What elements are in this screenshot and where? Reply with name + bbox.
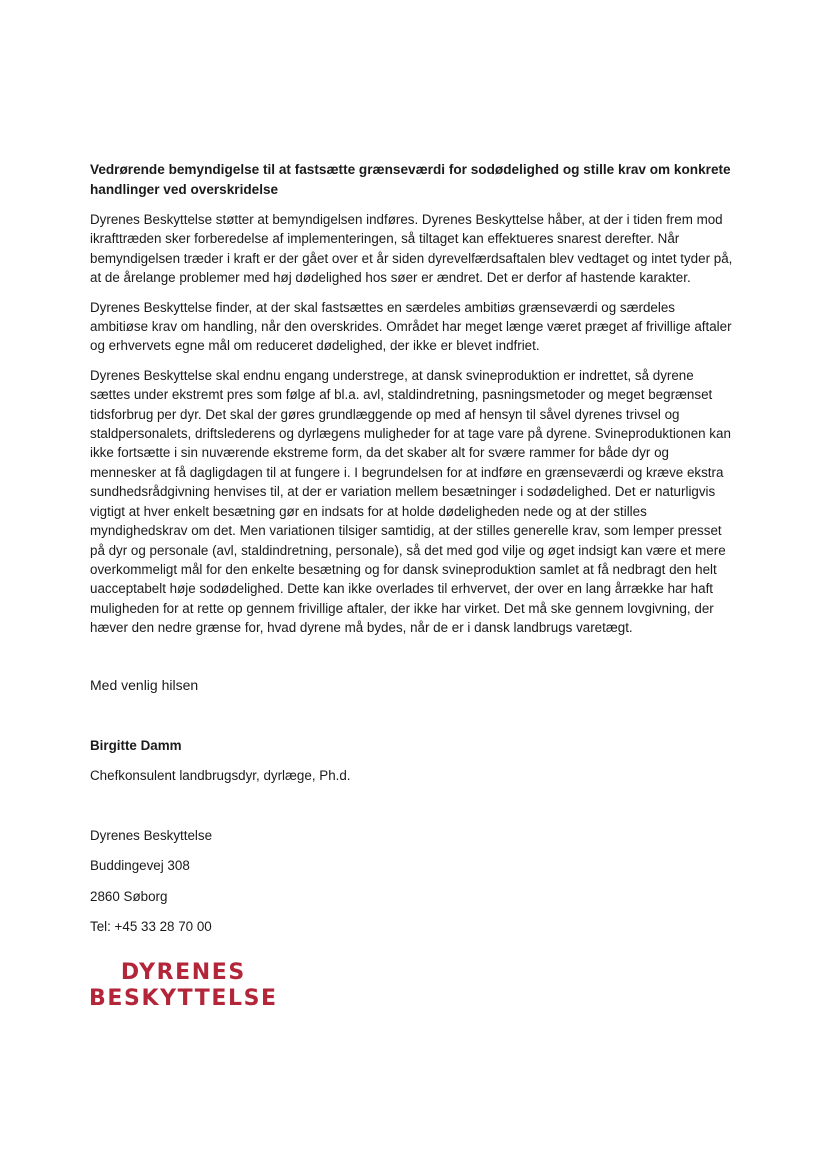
logo-line-1: DYRENES [120, 960, 246, 985]
signer-name: Birgitte Damm [90, 738, 182, 753]
letter-heading: Vedrørende bemyndigelse til at fastsætte grænseværdi for sodødelighed og stille krav om konkrete handlinger ved overskridelse [90, 162, 731, 197]
paragraph: Dyrenes Beskyttelse støtter at bemyndigelsen indføres. Dyrenes Beskyttelse håber, at der i tiden frem mod ikrafttræden sker forberedelse af implementeringen, så tiltaget kan effektueres snarest derefter. Når bemyndigelsen træder i kraft er der gået over et år siden dyrevelfærdsaftalen blev vedtaget og intet tyder på, at de årelange problemer med høj dødelighed hos søer er ændret. Det er derfor af hastende karakter. [90, 212, 733, 286]
city-address: 2860 Søborg [90, 889, 168, 904]
closing-greeting: Med venlig hilsen [90, 677, 199, 693]
organization-name: Dyrenes Beskyttelse [90, 828, 213, 843]
paragraph: Dyrenes Beskyttelse skal endnu engang understrege, at dansk svineproduktion er indrettet, så dyrene sættes under ekstremt pres som følge af bl.a. avl, staldindretning, pasningsmetoder og meget begrænset tidsforbrug per dyr. Det skal der gøres grundlæggende op med af hensyn til såvel dyrenes trivsel og staldpersonalets, driftslederens og dyrlægens muligheder for at tage vare på dyrene. Svineproduktionen kan ikke fortsætte i sin nuværende ekstreme form, da det skaber alt for svære rammer for både dyr og mennesker at få dagligdagen til at fungere i. I begrundelsen for at indføre en grænseværdi og kræve ekstra sundhedsrådgivning henvises til, at der er variation mellem besætninger i sodødelighed. Det er naturligvis vigtigt at hver enkelt besætning gør en indsats for at holde dødeligheden nede og at der stilles myndighedskrav om det. Men variationen tilsiger samtidig, at der stilles generelle krav, som lemper presset på dyr og personale (avl, staldindretning, personale), så det med god vilje og øget indsigt kan være et mere overkommeligt mål for den enkelte besætning og for dansk svineproduktion samlet at få nedbragt den helt uacceptabelt høje sodødelighed. Dette kan ikke overlades til erhvervet, der over en lang årrække har haft muligheden for at rette op gennem frivillige aftaler, der ikke har virket. Det må ske gennem lovgivning, der hæver den nedre grænse for, hvad dyrene må bydes, når de er i dansk landbrugs varetægt. [90, 367, 731, 636]
paragraph: Dyrenes Beskyttelse finder, at der skal fastsættes en særdeles ambitiøs grænseværdi og særdeles ambitiøse krav om handling, når den overskrides. Området har meget længe været præget af frivillige aftaler og erhvervets egne mål om reduceret dødelighed, der ikke er blevet indfriet. [90, 299, 732, 354]
letter-body [90, 160, 735, 648]
logo-line-2: BESKYTTELSE [89, 986, 278, 1011]
organization-logo [89, 960, 278, 1012]
street-address: Buddingevej 308 [90, 858, 190, 873]
phone-number: Tel: +45 33 28 70 00 [90, 919, 212, 934]
signer-title: Chefkonsulent landbrugsdyr, dyrlæge, Ph.d. [90, 768, 351, 783]
